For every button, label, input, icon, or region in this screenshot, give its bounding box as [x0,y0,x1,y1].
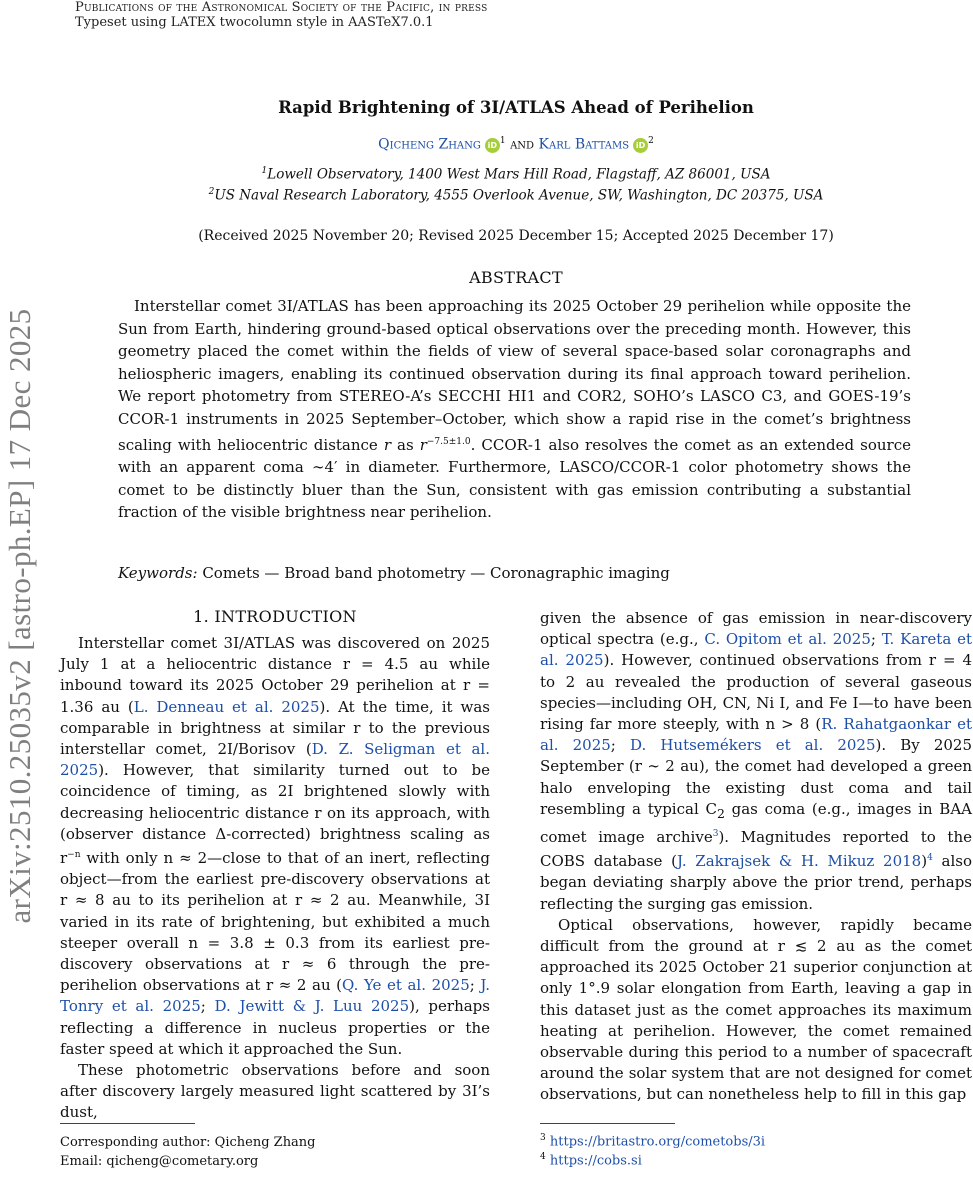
typeset-note: Typeset using LATEX twocolumn style in AASTeX7.0.1 [75,15,434,30]
math-exponent: −7.5±1.0 [426,436,471,447]
subscript: 2 [716,805,725,821]
citation-link[interactable]: J. Zakrajsek & H. Mikuz 2018 [676,852,922,871]
paragraph [540,608,972,915]
author-link-zhang[interactable]: Qicheng Zhang [378,136,481,153]
abstract-body [118,295,911,524]
received-dates: (Received 2025 November 20; Revised 2025 December 15; Accepted 2025 December 17) [198,228,834,244]
paragraph [60,1060,490,1124]
citation-link[interactable]: C. Opitom et al. 2025 [704,630,871,649]
citation-link[interactable]: D. Z. Seligman et al. 2025 [60,740,491,780]
text: also began deviating sharply above the prior trend, perhaps reflecting the surging gas emission. [540,852,972,913]
footnote-mark[interactable]: 4 [927,853,933,864]
text: ; [870,630,882,649]
affiliation-number: 1 [261,166,268,176]
citation-link[interactable]: Q. Ye et al. 2025 [342,976,470,995]
email: Email: qicheng@cometary.org [60,1154,259,1169]
author-affiliation-mark: 1 [499,136,506,146]
text: ). However, that similarity turned out to be coincidence of timing, as 2I brightened slowly with decreasing heliocentric distance r on its approach, with (observer distance Δ-corrected) brightness scaling as r [60,761,490,868]
citation-link[interactable]: T. Kareta et al. 2025 [540,630,972,670]
citation-link[interactable]: J. Tonry et al. 2025 [60,976,491,1016]
text: gas coma (e.g., images in BAA comet image archive [540,799,972,847]
citation-link[interactable]: D. Jewitt & J. Luu 2025 [214,997,410,1016]
section-heading-introduction: 1. INTRODUCTION [193,607,357,626]
journal-header: Publications of the Astronomical Society of the Pacific, in press [75,0,488,15]
and-text: and [510,136,535,153]
text: with only n ≈ 2—close to that of an inert, reflecting object—from the earliest pre-discovery observations at r ≈ 8 au to its perihelion at r ≈ 2 au. Meanwhile, 3I varied in its rate of brightening, but exhibited a much steeper overall n = 3.8 ± 0.3 from its earliest pre-discovery observations at r ≈ 6 through the pre-perihelion observations at r ≈ 2 au ( [60,849,490,995]
column-right [540,608,972,1106]
text: ). However, continued observations from r = 4 to 2 au revealed the production of several gaseous species—including OH, CN, Ni I, and Fe I—to have been rising far more steeply, with n > 8 ( [540,651,973,734]
footnote-4 [540,1148,642,1170]
math-r: r [383,435,391,454]
affiliation-number: 2 [208,187,215,197]
text: These photometric observations before and soon after discovery largely measured light scattered by 3I’s dust, [60,1061,490,1122]
footnote-rule [540,1123,675,1124]
affiliation-text: US Naval Research Laboratory, 4555 Overlook Avenue, SW, Washington, DC 20375, USA [214,187,824,204]
paper-title: Rapid Brightening of 3I/ATLAS Ahead of Perihelion [278,98,754,117]
abstract-heading: ABSTRACT [469,268,563,287]
paragraph: Optical observations, however, rapidly became difficult from the ground at r ≲ 2 au as the comet approached its 2025 October 21 superior conjunction at only 1°.9 solar elongation from Earth, leaving a gap in this dataset just as the comet approaches its maximum heating at perihelion. However, the comet remained observable during this period to a number of spacecraft around the solar system that are not designed for comet observations, but can nonetheless help to fill in this gap [540,915,972,1104]
text: ). By 2025 September (r ∼ 2 au), the comet had developed a green halo enveloping the existing dust coma and tail resembling a typical C [540,736,973,818]
author-link-battams[interactable]: Karl Battams [538,136,630,153]
text: ) [921,852,928,871]
keywords [118,564,911,582]
math-exponent: −n [67,850,81,861]
orcid-icon[interactable]: iD [633,138,648,153]
footnote-url-link[interactable]: https://britastro.org/cometobs/3i [549,1134,766,1150]
abstract-text: . CCOR-1 also resolves the comet as an extended source with an apparent coma ∼4′ in diameter. Furthermore, LASCO/CCOR-1 color photometry shows the comet to be distinctly bluer than the Sun, consistent with gas emission contributing a substantial fraction of the visible brightness near perihelion. [118,435,911,522]
citation-link[interactable]: R. Rahatgaonkar et al. 2025 [540,715,973,755]
abstract-text: as [391,435,420,454]
footnote-number: 4 [540,1152,546,1162]
orcid-icon[interactable]: iD [485,138,500,153]
citation-link[interactable]: D. Hutsemékers et al. 2025 [629,736,876,755]
arxiv-id[interactable]: arXiv:2510.25035v2 [astro-ph.EP] 17 Dec 2025 [2,308,37,924]
math-r: r [419,435,427,454]
author-affiliation-mark: 2 [648,136,654,146]
footnote-rule [60,1123,195,1124]
text: given the absence of gas emission in near-discovery optical spectra (e.g., [540,609,972,649]
abstract-text: Interstellar comet 3I/ATLAS has been approaching its 2025 October 29 perihelion while opposite the Sun from Earth, hindering ground-based optical observations over the preceding month. However, this geometry placed the comet within the fields of view of several space-based solar coronagraphs and heliospheric imagers, enabling its continued observation during its final approach toward perihelion. We report photometry from STEREO-A’s SECCHI HI1 and COR2, SOHO’s LASCO C3, and GOES-19’s CCOR-1 instruments in 2025 September–October, which show a rapid rise in the comet’s brightness scaling with heliocentric distance [118,297,911,454]
paragraph [60,633,490,1060]
arxiv-sidebar [2,296,38,936]
author-list [0,136,973,153]
footnote-number: 3 [540,1133,546,1143]
text: ). Magnitudes reported to the COBS database ( [540,828,972,871]
column-left [60,633,490,1124]
text: ). At the time, it was comparable in brightness at similar r to the previous interstellar comet, 2I/Borisov ( [60,697,490,759]
text: ; [469,976,481,995]
footnote-mark[interactable]: 3 [712,829,719,840]
text: Interstellar comet 3I/ATLAS was discovered on 2025 July 1 at a heliocentric distance r = 4.5 au while inbound toward its 2025 October 29 perihelion at r = 1.36 au ( [60,634,490,716]
text: ), perhaps reflecting a difference in nucleus properties or the faster speed at which it approached the Sun. [60,997,490,1058]
affiliation-2 [0,187,973,204]
corresponding-author: Corresponding author: Qicheng Zhang [60,1135,316,1150]
text: ; [200,997,215,1016]
keywords-label: Keywords: [118,564,198,582]
text: ; [610,736,630,755]
affiliation-1 [0,166,973,183]
affiliation-text: Lowell Observatory, 1400 West Mars Hill Road, Flagstaff, AZ 86001, USA [267,166,771,183]
footnote-url-link[interactable]: https://cobs.si [549,1153,642,1169]
citation-link[interactable]: L. Denneau et al. 2025 [133,697,320,716]
keywords-text: Comets — Broad band photometry — Coronagraphic imaging [197,564,670,582]
